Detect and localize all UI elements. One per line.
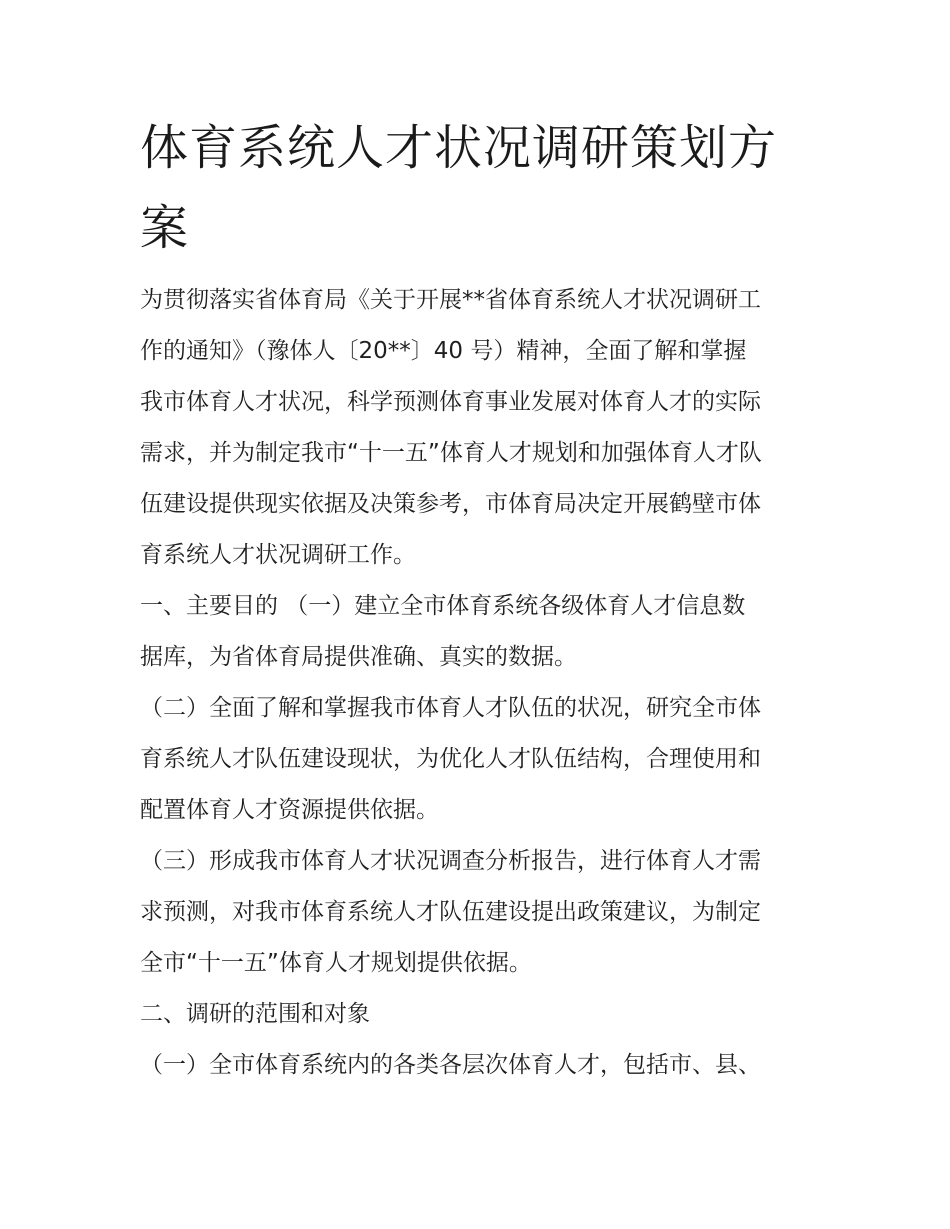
section-heading-line: 一、主要目的 （一）建立全市体育系统各级体育人才信息数	[140, 593, 746, 619]
body-line: 育系统人才状况调研工作。	[140, 542, 416, 568]
body-line: 作的通知》（豫体人〔20**〕40 号）精神，全面了解和掌握	[140, 338, 747, 364]
body-line: 据库，为省体育局提供准确、真实的数据。	[140, 644, 577, 670]
body-line: 为贯彻落实省体育局《关于开展**省体育系统人才状况调研工	[140, 287, 761, 313]
body-line: 育系统人才队伍建设现状，为优化人才队伍结构，合理使用和	[140, 746, 761, 772]
body-line: 我市体育人才状况，科学预测体育事业发展对体育人才的实际	[140, 389, 761, 415]
body-line: 需求，并为制定我市“十一五”体育人才规划和加强体育人才队	[140, 440, 762, 466]
title-line: 案	[140, 200, 190, 256]
body-line: 伍建设提供现实依据及决策参考，市体育局决定开展鹤壁市体	[140, 491, 761, 517]
body-line: （三）形成我市体育人才状况调查分析报告，进行体育人才需	[140, 848, 761, 874]
body-line: 求预测，对我市体育系统人才队伍建设提出政策建议，为制定	[140, 899, 761, 925]
body-line: 全市“十一五”体育人才规划提供依据。	[140, 950, 532, 976]
title-line: 体育系统人才状况调研策划方	[140, 120, 778, 176]
section-heading: 二、调研的范围和对象	[140, 1001, 370, 1027]
body-line: （一）全市体育系统内的各类各层次体育人才，包括市、县、	[140, 1052, 761, 1078]
body-line: （二）全面了解和掌握我市体育人才队伍的状况，研究全市体	[140, 695, 761, 721]
document-title	[140, 108, 820, 268]
body-line: 配置体育人才资源提供依据。	[140, 797, 439, 823]
